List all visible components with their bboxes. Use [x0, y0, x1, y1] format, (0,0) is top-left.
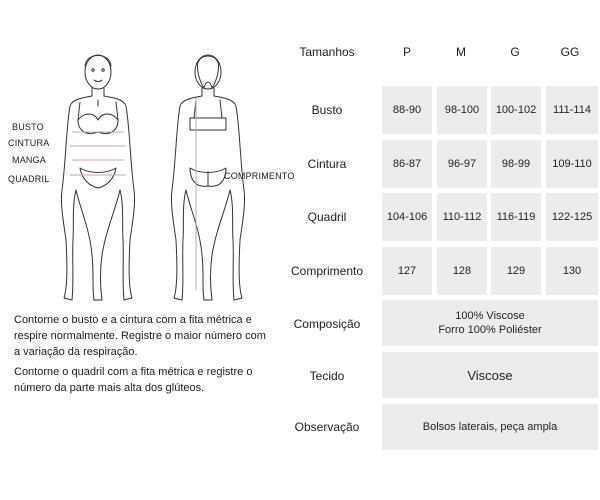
cell-busto-gg: 111-114	[546, 86, 598, 134]
cell-busto-m: 98-100	[437, 86, 487, 134]
cell-cintura-m: 96-97	[437, 140, 487, 188]
cell-comprimento-g: 129	[491, 247, 541, 295]
label-quadril: QUADRIL	[8, 174, 50, 184]
cell-quadril-g: 116-119	[491, 193, 541, 241]
composicao-line2: Forro 100% Poliéster	[438, 324, 542, 336]
cell-quadril-m: 110-112	[437, 193, 487, 241]
cell-quadril-gg: 122-125	[546, 193, 598, 241]
label-manga: MANGA	[12, 155, 47, 165]
size-gg: GG	[560, 45, 580, 59]
cell-tecido: Viscose	[382, 352, 598, 398]
row-label-composicao: Composição	[293, 317, 361, 331]
cell-busto-g: 100-102	[491, 86, 541, 134]
size-p: P	[402, 45, 411, 59]
cell-quadril-p: 104-106	[382, 193, 432, 241]
cell-composicao	[382, 300, 598, 346]
row-label-busto: Busto	[311, 103, 343, 117]
cell-observacao: Bolsos laterais, peça ampla	[382, 404, 598, 450]
size-g: G	[510, 45, 520, 59]
row-label-observacao: Observação	[294, 420, 360, 434]
cell-cintura-p: 86-87	[382, 140, 432, 188]
label-cintura: CINTURA	[8, 138, 50, 148]
label-busto: BUSTO	[12, 122, 44, 132]
row-label-cintura: Cintura	[307, 157, 347, 171]
cell-comprimento-gg: 130	[546, 247, 598, 295]
row-label-comprimento: Comprimento	[290, 264, 364, 278]
cell-busto-p: 88-90	[382, 86, 432, 134]
size-m: M	[456, 45, 466, 59]
cell-cintura-g: 98-99	[491, 140, 541, 188]
row-label-quadril: Quadril	[307, 210, 347, 224]
composicao-line1: 100% Viscose	[455, 310, 525, 322]
cell-comprimento-p: 127	[382, 247, 432, 295]
instruction-hip: Contorne o quadril com a fita métrica e registre o número da parte mais alta dos glúteos.	[14, 366, 253, 394]
cell-cintura-gg: 109-110	[546, 140, 598, 188]
header-tamanhos: Tamanhos	[299, 45, 355, 59]
cell-comprimento-m: 128	[437, 247, 487, 295]
instruction-bust-waist: Contorne o busto e a cintura com a fita métrica e respire normalmente. Registre o maior número com a variação da respiração.	[14, 314, 266, 358]
row-label-tecido: Tecido	[309, 369, 345, 383]
label-comprimento: COMPRIMENTO	[224, 171, 295, 181]
